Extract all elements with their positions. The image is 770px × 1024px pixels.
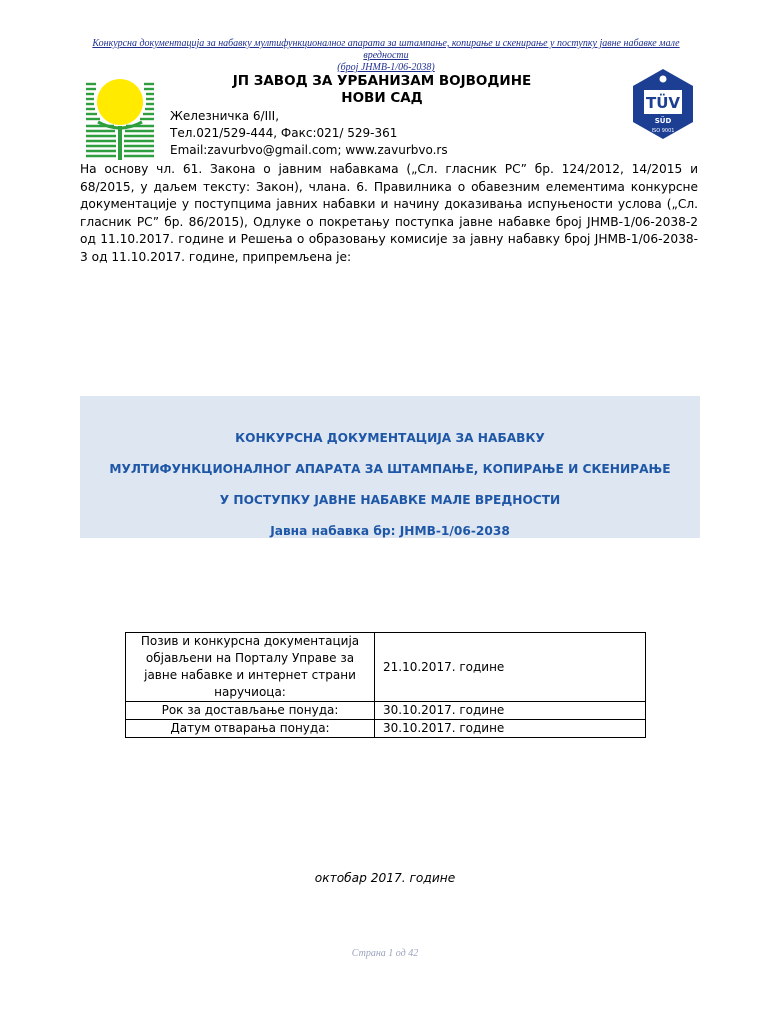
table-cell-label: Позив и конкурсна документација објављени на Порталу Управе за јавне набавке и интернет страни наручиоца:	[126, 633, 375, 702]
tuv-certification-icon	[632, 68, 694, 140]
address-text: Железничка 6/III,	[170, 109, 280, 123]
organization-logo	[84, 74, 156, 160]
title-line: МУЛТИФУНКЦИОНАЛНОГ АПАРАТА ЗА ШТАМПАЊЕ, КОПИРАЊЕ И СКЕНИРАЊЕ	[109, 462, 671, 476]
organization-name	[170, 73, 594, 107]
table-cell-label: Датум отварања понуда:	[126, 720, 375, 738]
running-header-line: (број ЈНМВ-1/06-2038)	[337, 62, 435, 73]
title-line: У ПОСТУПКУ ЈАВНЕ НАБАВКЕ МАЛЕ ВРЕДНОСТИ	[219, 493, 561, 507]
table-cell-value: 30.10.2017. године	[375, 702, 646, 720]
table-row	[126, 633, 646, 702]
tuv-sub: SÜD	[654, 117, 672, 125]
table-cell-label: Рок за достављање понуда:	[126, 702, 375, 720]
tuv-mark: TÜV	[645, 94, 681, 112]
table-cell-value: 30.10.2017. године	[375, 720, 646, 738]
running-header-line: Конкурсна документација за набавку мултифункционалног апарата за штампање, копирање и скенирање у поступку јавне набавке мале	[92, 38, 680, 49]
organization-contact	[170, 108, 500, 159]
closing-date: октобар 2017. године	[314, 871, 456, 885]
title-line: КОНКУРСНА ДОКУМЕНТАЦИЈА ЗА НАБАВКУ	[235, 431, 545, 445]
intro-paragraph: На основу чл. 61. Закона о јавним набавкама („Сл. гласник РС” бр. 124/2012, 14/2015 и 68/2015, у даљем тексту: Закон), члана. 6. Правилника о обавезним елементима конкурсне документације у поступцима јавних набавки и начину доказивања испуњености услова („Сл. гласник РС” бр. 86/2015), Одлуке о покретању поступка јавне набавке број ЈНМВ-1/06-2038-2 од 11.10.2017. године и Решења о образовању комисије за јавну набавку број ЈНМВ-1/06-2038-3 од 11.10.2017. године, припремљена је:	[80, 162, 698, 264]
procurement-number: Јавна набавка бр: ЈНМВ-1/06-2038	[270, 524, 510, 538]
phone-fax-text: Тел.021/529-444, Факс:021/ 529-361	[170, 126, 398, 140]
table-row	[126, 702, 646, 720]
organization-city: НОВИ САД	[341, 90, 423, 106]
table-row	[126, 720, 646, 738]
running-header	[80, 38, 692, 74]
running-header-line: вредности	[363, 50, 409, 61]
tuv-standard: ISO 9001	[651, 128, 675, 134]
dates-table	[125, 632, 646, 738]
document-title-block	[80, 396, 700, 538]
email-web-text: Email:zavurbvo@gmail.com; www.zavurbvo.rs	[170, 143, 448, 157]
table-cell-value: 21.10.2017. године	[375, 633, 646, 702]
organization-name-line: ЈП ЗАВОД ЗА УРБАНИЗАМ ВОЈВОДИНЕ	[232, 73, 532, 89]
page-number: Страна 1 од 42	[351, 948, 419, 959]
